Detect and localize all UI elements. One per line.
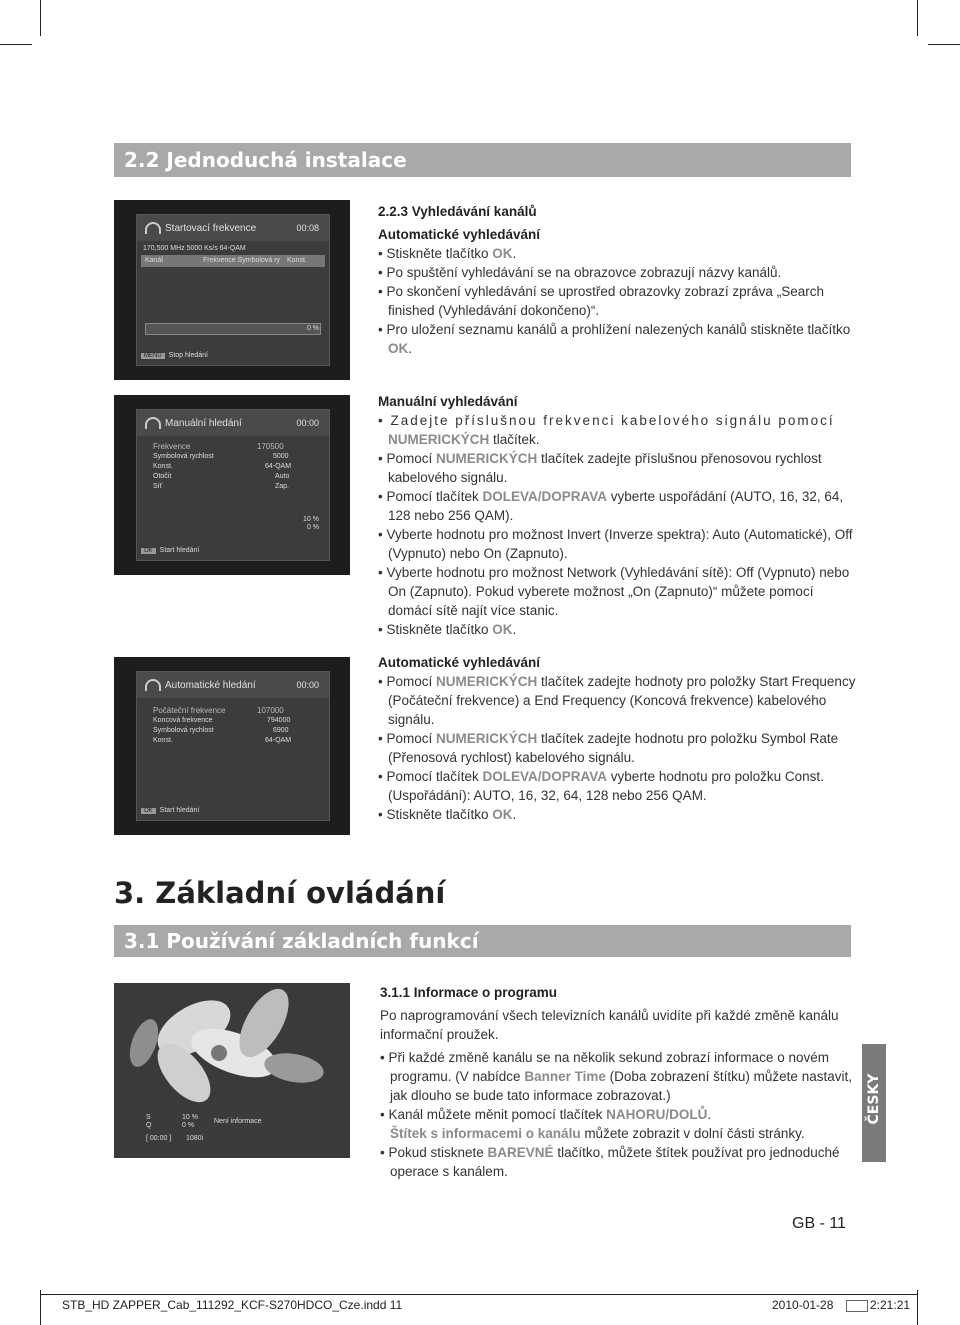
section-3-1-1: 3.1.1 Informace o programu Po naprogramování všech televizních kanálů uvidíte při každé změně kanálu informační proužek. • Při každé změně kanálu se na několik sekund zobrazí informace o novém programu. (V nabídce Banner Time (Doba zobrazení štítku) můžete nastavit, jak dlouho se bude tato informace zobrazovat.) • Kanál můžete měnit pomocí tlačítek NAHORU/DOLŮ. Štítek s informacemi o kanálu můžete zobrazit v dolní části stránky. • Pokud stisknete BAREVNÉ tlačítko, můžete štítek používat pro jednoduché operace s kanálem. — [380, 983, 854, 1181]
crop-mark — [928, 44, 960, 45]
bullet: • Po skončení vyhledávání se uprostřed obrazovky zobrazí zpráva „Search finished (Vyhledávání dokončeno)“. — [378, 284, 824, 318]
auto-search-title: Automatické vyhledávání — [378, 227, 541, 242]
page-number: GB - 11 — [792, 1215, 846, 1232]
screen-title: Startovací frekvence — [165, 223, 257, 234]
crop-mark — [917, 1290, 918, 1325]
progress-bar — [145, 323, 321, 335]
screenshot-auto-search: Automatické hledání 00:00 Počáteční frekvence 107000 Koncová frekvence 794000 Symbolová rychlost 6900 Konst. 64-QAM OK Start hledání — [114, 657, 350, 835]
crop-mark — [40, 1290, 41, 1325]
screenshot-start-frequency — [114, 200, 350, 380]
language-side-tab: ČESKY — [862, 1044, 886, 1162]
screenshot-info-banner — [114, 983, 350, 1158]
footer-file: STB_HD ZAPPER_Cab_111292_KCF-S270HDCO_Cze.indd 11 — [62, 1298, 403, 1312]
section-2-2-bar — [114, 143, 851, 177]
bullet: • Po spuštění vyhledávání se na obrazovce zobrazují názvy kanálů. — [378, 265, 782, 280]
ok-key-icon: OK — [141, 808, 156, 814]
screen-title: Automatické hledání — [165, 680, 256, 691]
progress-percent: 0 % — [306, 325, 319, 332]
signal-icon — [145, 417, 161, 429]
footer-box — [846, 1300, 868, 1312]
footer-date: 2010-01-28 — [772, 1298, 834, 1312]
section-3-1-bar — [114, 925, 851, 957]
section-2-2-title: 2.2 Jednoduchá instalace — [124, 148, 407, 172]
signal-icon — [145, 222, 161, 234]
screen-time: 00:00 — [296, 418, 319, 428]
col-channel: Kanál — [145, 257, 163, 264]
col-frequency: Frekvence Symbolová ry — [203, 257, 281, 264]
crop-mark — [0, 44, 32, 45]
screen-time: 00:08 — [296, 223, 319, 233]
info-banner: S 10 % Q 0 % Není informace [ 00:00 ] 1080i — [142, 1111, 320, 1147]
crop-mark — [40, 0, 41, 36]
col-const: Konst. — [287, 257, 307, 264]
chapter-3-title: 3. Základní ovládání — [114, 876, 446, 910]
ok-key-icon: OK — [141, 548, 156, 554]
screen-time: 00:00 — [296, 680, 319, 690]
auto-search-title-2: Automatické vyhledávání — [378, 655, 541, 670]
heading-3-1-1: 3.1.1 Informace o programu — [380, 985, 558, 1000]
crop-mark — [917, 0, 918, 36]
heading-2-2-3: 2.2.3 Vyhledávání kanálů — [378, 204, 537, 219]
screen-title: Manuální hledání — [165, 418, 242, 429]
manual-search-title: Manuální vyhledávání — [378, 394, 518, 409]
screenshot-manual-search: Manuální hledání 00:00 Frekvence 170500 Symbolová rychlost 5000 Konst. 64-QAM Otočit Auto Síť Zap. 10 % 0 % OK Start hledání — [114, 395, 350, 575]
manual-search-section: Manuální vyhledávání • Zadejte příslušnou frekvenci kabelového signálu pomocí NUMERICKÝCH tlačítek. • Pomocí NUMERICKÝCH tlačítek zadejte příslušnou přenosovou rychlost kabelového signálu. • Pomocí tlačítek DOLEVA/DOPRAVA vyberte uspořádání (AUTO, 16, 32, 64, 128 nebo 256 QAM). • Vyberte hodnotu pro možnost Invert (Inverze spektra): Auto (Automatické), Off (Vypnuto) nebo On (Zapnuto). • Vyberte hodnotu pro možnost Network (Vyhledávání sítě): Off (Vypnuto) nebo On (Zapnuto). Pokud vyberete možnost „On (Zapnuto)“ můžete pomocí domácí sítě najít více stanic. • Stiskněte tlačítko OK. — [378, 392, 856, 639]
screen-info: 170,500 MHz 5000 Ks/s 64-QAM — [143, 245, 246, 252]
menu-key-icon: MENU — [141, 353, 165, 359]
footer-time: 2:21:21 — [870, 1298, 911, 1312]
auto-search-section: Automatické vyhledávání • Pomocí NUMERICKÝCH tlačítek zadejte hodnoty pro položky Start Frequency (Počáteční frekvence) a End Frequency (Koncová frekvence) kabelového signálu. • Pomocí NUMERICKÝCH tlačítek zadejte hodnotu pro položku Symbol Rate (Přenosová rychlost) kabelového signálu. • Pomocí tlačítek DOLEVA/DOPRAVA vyberte hodnotu pro položku Const. (Uspořádání): AUTO, 16, 32, 64, 128 nebo 256 QAM. • Stiskněte tlačítko OK. — [378, 655, 856, 822]
section-2-2-3 — [378, 202, 856, 358]
bullet: • Stiskněte tlačítko OK. — [378, 246, 517, 261]
footer-hint: Stop hledání — [168, 352, 208, 359]
bullet: • Pro uložení seznamu kanálů a prohlížení nalezených kanálů stiskněte tlačítko OK. — [378, 322, 851, 356]
signal-icon — [145, 679, 161, 691]
section-3-1-title: 3.1 Používání základních funkcí — [124, 929, 479, 953]
footer-rule — [41, 1294, 917, 1295]
